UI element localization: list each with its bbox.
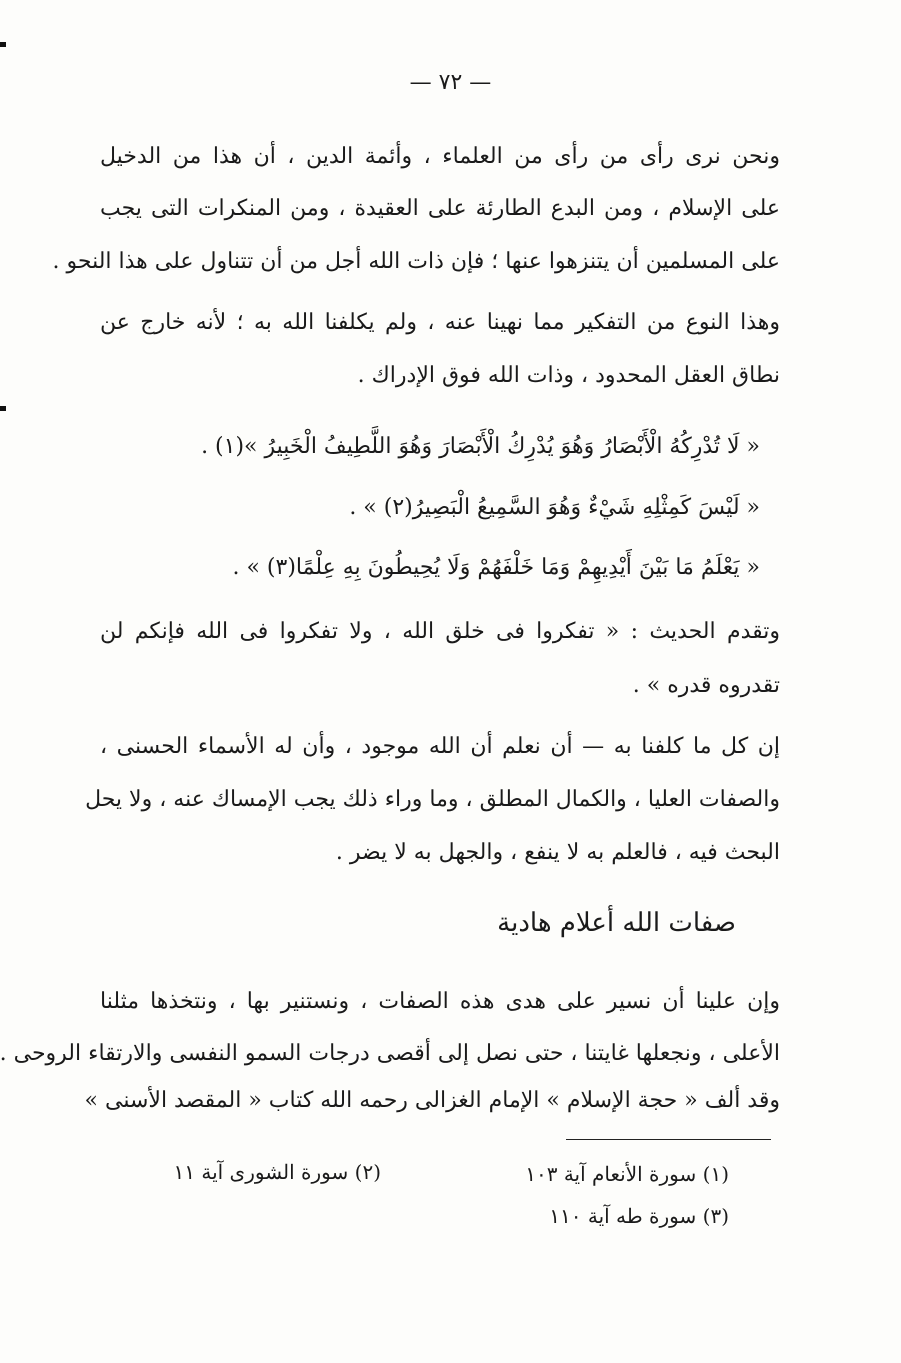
scan-mark-middle (0, 406, 6, 411)
paragraph-5-line-1: وإن علينا أن نسير على هدى هذه الصفات ، ونستنير بها ، ونتخذها مثلنا (100, 989, 780, 1014)
quran-quote-2: « لَيْسَ كَمِثْلِهِ شَيْءٌ وَهُوَ السَّمِيعُ الْبَصِيرُ(٢) » . (349, 495, 760, 520)
paragraph-3-line-1: وتقدم الحديث : « تفكروا فى خلق الله ، ولا تفكروا فى الله فإنكم لن (100, 619, 780, 644)
footnote-3: (٣) سورة طه آية ١١٠ (549, 1204, 729, 1228)
paragraph-1-line-1: ونحن نرى رأى من رأى من العلماء ، وأئمة الدين ، أن هذا من الدخيل (100, 144, 780, 169)
paragraph-1-line-3: على المسلمين أن يتنزهوا عنها ؛ فإن ذات الله أجل من أن تتناول على هذا النحو . (52, 249, 780, 274)
section-heading: صفات الله أعلام هادية (497, 908, 736, 938)
page-number: — ٧٢ — (409, 70, 492, 95)
footnote-1: (١) سورة الأنعام آية ١٠٣ (525, 1162, 729, 1186)
paragraph-2-line-1: وهذا النوع من التفكير مما نهينا عنه ، ولم يكلفنا الله به ؛ لأنه خارج عن (100, 310, 780, 335)
paragraph-1-line-2: على الإسلام ، ومن البدع الطارئة على العقيدة ، ومن المنكرات التى يجب (100, 196, 780, 221)
paragraph-4-line-2: والصفات العليا ، والكمال المطلق ، وما وراء ذلك يجب الإمساك عنه ، ولا يحل (85, 787, 780, 812)
paragraph-4-line-3: البحث فيه ، فالعلم به لا ينفع ، والجهل به لا يضر . (335, 840, 780, 865)
paragraph-5-line-3: وقد ألف « حجة الإسلام » الإمام الغزالى رحمه الله كتاب « المقصد الأسنى » (84, 1088, 780, 1113)
paragraph-5-line-2: الأعلى ، ونجعلها غايتنا ، حتى نصل إلى أقصى درجات السمو النفسى والارتقاء الروحى . (0, 1041, 780, 1066)
paragraph-3-line-2: تقدروه قدره » . (632, 673, 780, 698)
paragraph-2-line-2: نطاق العقل المحدود ، وذات الله فوق الإدراك . (357, 363, 780, 388)
footnote-2: (٢) سورة الشورى آية ١١ (173, 1160, 381, 1184)
scan-mark-top (0, 42, 6, 47)
paragraph-4-line-1: إن كل ما كلفنا به — أن نعلم أن الله موجود ، وأن له الأسماء الحسنى ، (100, 734, 780, 759)
quran-quote-1: « لَا تُدْرِكُهُ الْأَبْصَارُ وَهُوَ يُدْرِكُ الْأَبْصَارَ وَهُوَ اللَّطِيفُ الْخَبِيرُ »(١) . (201, 434, 760, 459)
quran-quote-3: « يَعْلَمُ مَا بَيْنَ أَيْدِيهِمْ وَمَا خَلْفَهُمْ وَلَا يُحِيطُونَ بِهِ عِلْمًا(٣) » . (232, 555, 760, 580)
footnote-rule (566, 1139, 771, 1140)
